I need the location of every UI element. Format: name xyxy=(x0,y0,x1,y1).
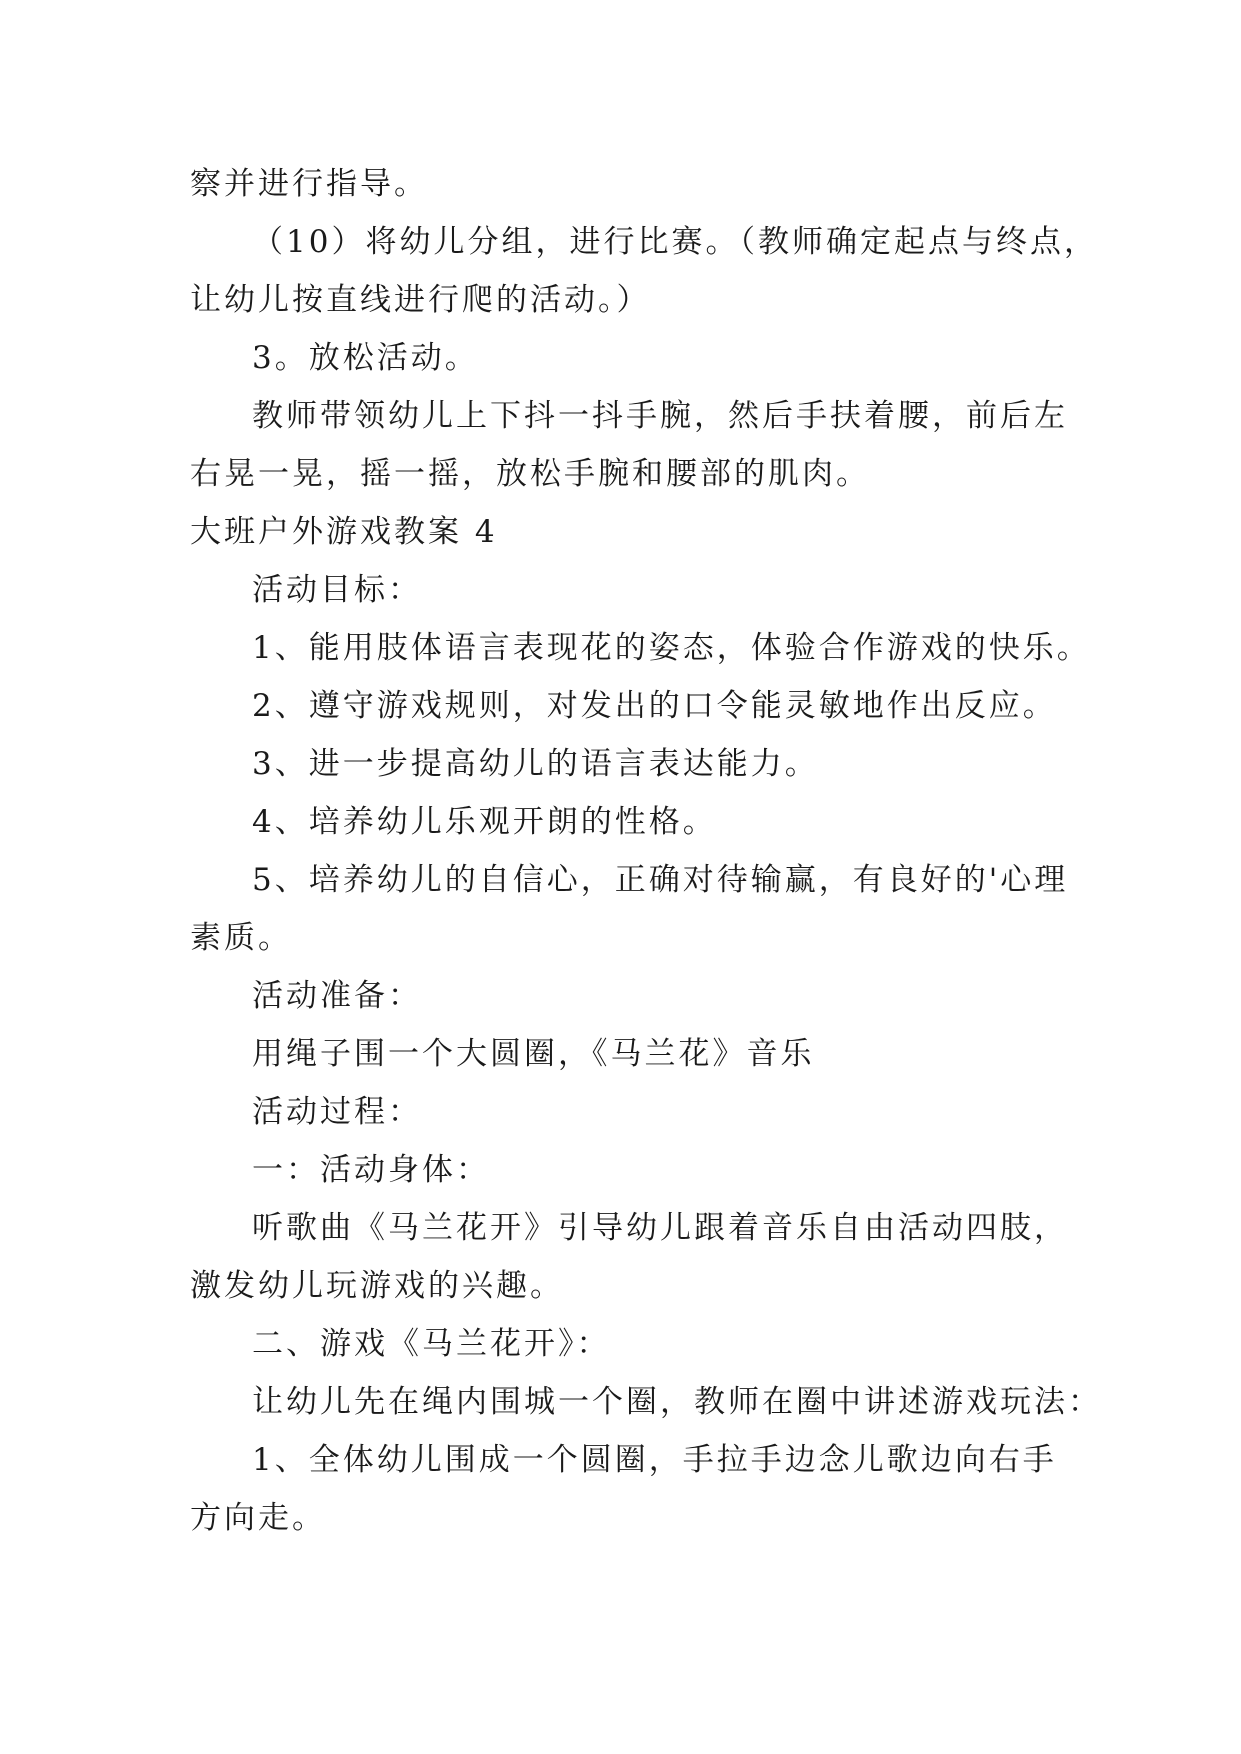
document-title: 大班户外游戏教案 4 xyxy=(190,514,498,550)
section-heading: 活动过程： xyxy=(252,1094,422,1130)
list-item: 3、进一步提高幼儿的语言表达能力。 xyxy=(252,746,819,782)
paragraph-line: 让幼儿按直线进行爬的活动。） xyxy=(190,282,651,318)
paragraph-line: 用绳子围一个大圆圈，《马兰花》音乐 xyxy=(252,1036,815,1072)
document-body xyxy=(190,155,1102,1547)
paragraph-line: 方向走。 xyxy=(190,1500,326,1536)
paragraph-line: 素质。 xyxy=(190,920,292,956)
list-item: 5、培养幼儿的自信心，正确对待输赢，有良好的'心理 xyxy=(252,862,1069,898)
list-item: 1、全体幼儿围成一个圆圈，手拉手边念儿歌边向右手 xyxy=(252,1442,1057,1478)
section-heading: 活动目标： xyxy=(252,572,422,608)
list-item: 1、能用肢体语言表现花的姿态，体验合作游戏的快乐。 xyxy=(252,630,1091,666)
paragraph-line: 察并进行指导。 xyxy=(190,166,428,202)
section-heading: 3。放松活动。 xyxy=(252,340,479,376)
paragraph-line: 让幼儿先在绳内围城一个圈，教师在圈中讲述游戏玩法： xyxy=(252,1384,1102,1420)
list-item: 4、培养幼儿乐观开朗的性格。 xyxy=(252,804,717,840)
paragraph-line: 右晃一晃，摇一摇，放松手腕和腰部的肌肉。 xyxy=(190,456,870,492)
section-heading: 二、游戏《马兰花开》： xyxy=(252,1326,611,1362)
section-heading: 活动准备： xyxy=(252,978,422,1014)
paragraph-line: 激发幼儿玩游戏的兴趣。 xyxy=(190,1268,564,1304)
section-heading: 一：活动身体： xyxy=(252,1152,490,1188)
paragraph-line: （10）将幼儿分组，进行比赛。（教师确定起点与终点， xyxy=(252,224,1098,260)
paragraph-line: 教师带领幼儿上下抖一抖手腕，然后手扶着腰，前后左 xyxy=(252,398,1068,434)
paragraph-line: 听歌曲《马兰花开》引导幼儿跟着音乐自由活动四肢， xyxy=(252,1210,1068,1246)
list-item: 2、遵守游戏规则，对发出的口令能灵敏地作出反应。 xyxy=(252,688,1057,724)
